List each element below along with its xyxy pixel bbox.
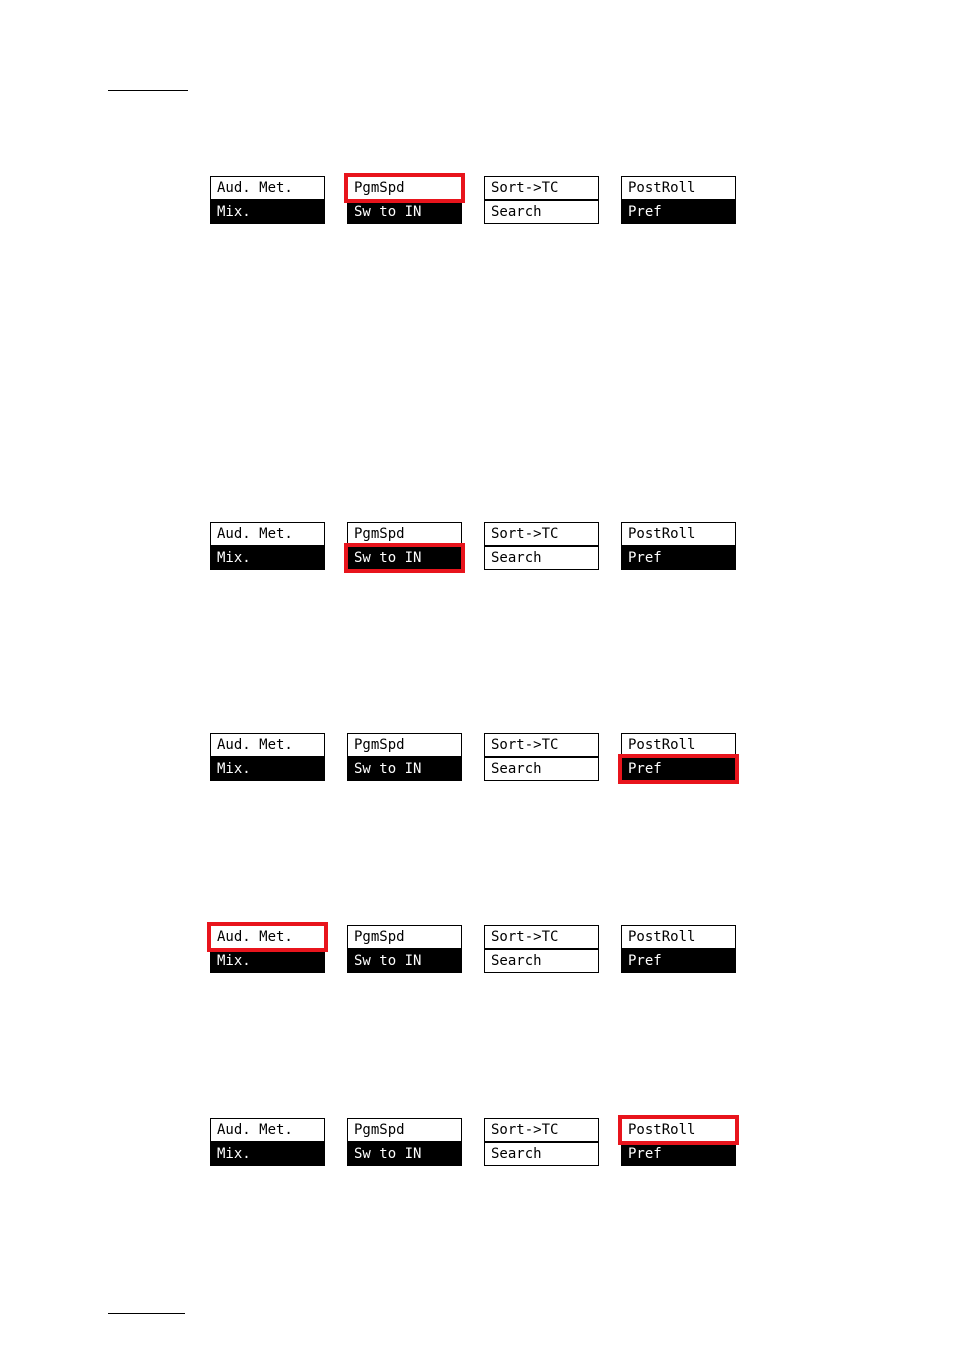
softkey-bottom-label[interactable]: Search xyxy=(484,200,599,224)
softkey-top-label[interactable]: Sort->TC xyxy=(484,1118,599,1142)
softkey-bottom-label[interactable]: Search xyxy=(484,1142,599,1166)
softkey-bottom-label[interactable]: Search xyxy=(484,546,599,570)
softkey-bottom-label[interactable]: Pref xyxy=(621,200,736,224)
softkey-top-label[interactable]: Aud. Met. xyxy=(210,176,325,200)
softkey[interactable] xyxy=(484,925,599,973)
softkey-bottom-label[interactable]: Search xyxy=(484,949,599,973)
softkey-panel xyxy=(0,522,955,582)
softkey[interactable] xyxy=(347,925,462,973)
softkey[interactable] xyxy=(210,522,325,570)
softkey-bottom-label[interactable]: Search xyxy=(484,757,599,781)
softkey-top-label[interactable]: PostRoll xyxy=(621,925,736,949)
softkey[interactable] xyxy=(347,733,462,781)
softkey[interactable] xyxy=(347,1118,462,1166)
softkey[interactable] xyxy=(210,1118,325,1166)
softkey-top-label[interactable]: PgmSpd xyxy=(347,733,462,757)
softkey[interactable] xyxy=(621,733,736,781)
softkey-top-label[interactable]: Aud. Met. xyxy=(210,925,325,949)
softkey-bottom-label[interactable]: Mix. xyxy=(210,200,325,224)
softkey-top-label[interactable]: Aud. Met. xyxy=(210,522,325,546)
softkey-top-label[interactable]: PostRoll xyxy=(621,176,736,200)
softkey-bottom-label[interactable]: Sw to IN xyxy=(347,757,462,781)
softkey-panel xyxy=(0,1118,955,1178)
softkey-top-label[interactable]: PgmSpd xyxy=(347,925,462,949)
softkey-bottom-label[interactable]: Sw to IN xyxy=(347,1142,462,1166)
softkey-bottom-label[interactable]: Sw to IN xyxy=(347,546,462,570)
softkey[interactable] xyxy=(210,176,325,224)
softkey-top-label[interactable]: PostRoll xyxy=(621,522,736,546)
softkey[interactable] xyxy=(621,1118,736,1166)
softkey[interactable] xyxy=(484,176,599,224)
softkey-top-label[interactable]: Sort->TC xyxy=(484,925,599,949)
softkey-top-label[interactable]: Sort->TC xyxy=(484,176,599,200)
softkey[interactable] xyxy=(484,733,599,781)
softkey-top-label[interactable]: Sort->TC xyxy=(484,522,599,546)
softkey[interactable] xyxy=(347,176,462,224)
softkey[interactable] xyxy=(210,925,325,973)
header-rule xyxy=(108,90,188,91)
softkey-top-label[interactable]: Sort->TC xyxy=(484,733,599,757)
softkey-bottom-label[interactable]: Mix. xyxy=(210,757,325,781)
softkey-bottom-label[interactable]: Sw to IN xyxy=(347,949,462,973)
softkey-top-label[interactable]: PgmSpd xyxy=(347,522,462,546)
softkey[interactable] xyxy=(621,176,736,224)
softkey-panel xyxy=(0,733,955,793)
softkey-top-label[interactable]: PgmSpd xyxy=(347,176,462,200)
softkey-top-label[interactable]: PostRoll xyxy=(621,1118,736,1142)
softkey-bottom-label[interactable]: Mix. xyxy=(210,949,325,973)
footer-rule xyxy=(108,1313,185,1314)
softkey-top-label[interactable]: Aud. Met. xyxy=(210,733,325,757)
softkey-bottom-label[interactable]: Pref xyxy=(621,949,736,973)
softkey-bottom-label[interactable]: Mix. xyxy=(210,546,325,570)
softkey[interactable] xyxy=(621,522,736,570)
softkey-panel xyxy=(0,925,955,985)
softkey-top-label[interactable]: Aud. Met. xyxy=(210,1118,325,1142)
softkey[interactable] xyxy=(484,1118,599,1166)
softkey-bottom-label[interactable]: Pref xyxy=(621,1142,736,1166)
softkey-panel xyxy=(0,176,955,236)
softkey-bottom-label[interactable]: Pref xyxy=(621,757,736,781)
softkey[interactable] xyxy=(484,522,599,570)
softkey-top-label[interactable]: PgmSpd xyxy=(347,1118,462,1142)
softkey-bottom-label[interactable]: Mix. xyxy=(210,1142,325,1166)
softkey[interactable] xyxy=(210,733,325,781)
softkey[interactable] xyxy=(347,522,462,570)
softkey-bottom-label[interactable]: Sw to IN xyxy=(347,200,462,224)
softkey-bottom-label[interactable]: Pref xyxy=(621,546,736,570)
softkey-top-label[interactable]: PostRoll xyxy=(621,733,736,757)
softkey[interactable] xyxy=(621,925,736,973)
